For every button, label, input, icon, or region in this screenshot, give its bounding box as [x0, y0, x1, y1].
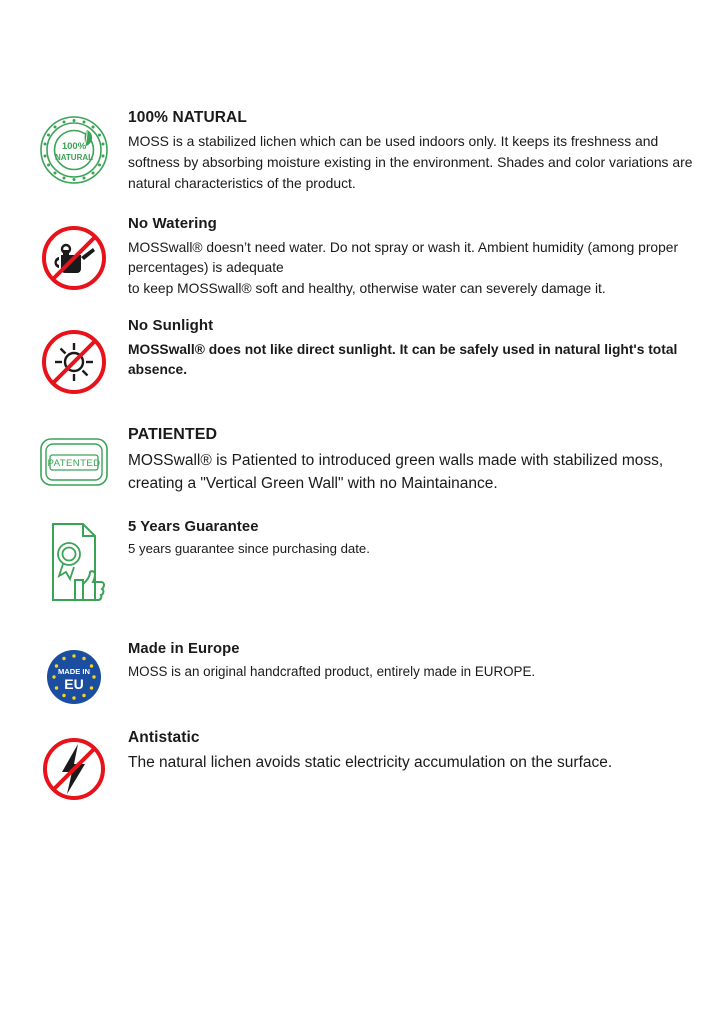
- made-in-eu-icon: [43, 646, 105, 708]
- feature-body: MOSSwall® is Patiented to introduced green walls made with stabilized moss, creating a "Vertical Green Wall" with no Maintainance.: [128, 452, 664, 493]
- feature-body-line2: to keep MOSSwall® soft and healthy, otherwise water can severely damage it.: [128, 280, 606, 296]
- patented-badge-icon: [32, 431, 116, 493]
- icon-cell: [20, 728, 128, 806]
- feature-title: Made in Europe: [128, 640, 240, 657]
- text-cell: [128, 425, 704, 496]
- icon-cell: [20, 425, 128, 493]
- guarantee-certificate-icon: [33, 518, 115, 614]
- icon-cell: [20, 518, 128, 614]
- feature-row-natural: [20, 108, 704, 193]
- antistatic-icon: [37, 732, 111, 806]
- feature-row-europe: [20, 640, 704, 708]
- patented-icon-text: PATENTED: [47, 458, 101, 470]
- feature-row-sunlight: [20, 317, 704, 401]
- eu-icon-bottom-text: EU: [64, 675, 84, 692]
- icon-cell: [20, 317, 128, 401]
- feature-title: 5 Years Guarantee: [128, 518, 259, 535]
- feature-title: No Watering: [128, 215, 217, 233]
- feature-body: MOSSwall® does not like direct sunlight. It can be safely used in natural light's total absence.: [128, 341, 678, 378]
- feature-title: PATIENTED: [128, 426, 218, 444]
- feature-title: No Sunlight: [128, 317, 214, 335]
- no-watering-icon: [35, 219, 113, 297]
- feature-title: Antistatic: [128, 728, 200, 746]
- text-cell: [128, 518, 704, 559]
- feature-body: 5 years guarantee since purchasing date.: [128, 541, 370, 557]
- feature-body: MOSS is a stabilized lichen which can be used indoors only. It keeps its freshness and softness by absorbing moisture existing in the environment. Shades and color variations are natural characteristics of the product.: [128, 133, 693, 191]
- feature-row-antistatic: [20, 728, 704, 806]
- text-cell: [128, 317, 704, 381]
- icon-cell: [20, 108, 128, 190]
- icon-cell: [20, 215, 128, 297]
- no-sunlight-icon: [35, 323, 113, 401]
- natural-icon-top-text: 100%: [61, 141, 87, 152]
- feature-row-guarantee: [20, 518, 704, 614]
- text-cell: [128, 215, 704, 299]
- feature-body-line1: MOSSwall® doesn’t need water. Do not spray or wash it. Ambient humidity (among proper percentages) is adequate: [128, 239, 679, 276]
- text-cell: [128, 640, 704, 682]
- icon-cell: [20, 640, 128, 708]
- text-cell: [128, 728, 704, 775]
- feature-row-watering: [20, 215, 704, 299]
- feature-body: MOSS is an original handcrafted product, entirely made in EUROPE.: [128, 664, 536, 680]
- feature-row-patiented: [20, 425, 704, 496]
- text-cell: [128, 108, 704, 193]
- feature-title: 100% NATURAL: [128, 109, 247, 126]
- feature-body: The natural lichen avoids static electricity accumulation on the surface.: [128, 753, 613, 771]
- natural-icon-bottom-text: NATURAL: [54, 153, 94, 162]
- eu-icon-top-text: MADE IN: [57, 666, 91, 676]
- natural-badge-icon: [32, 110, 116, 190]
